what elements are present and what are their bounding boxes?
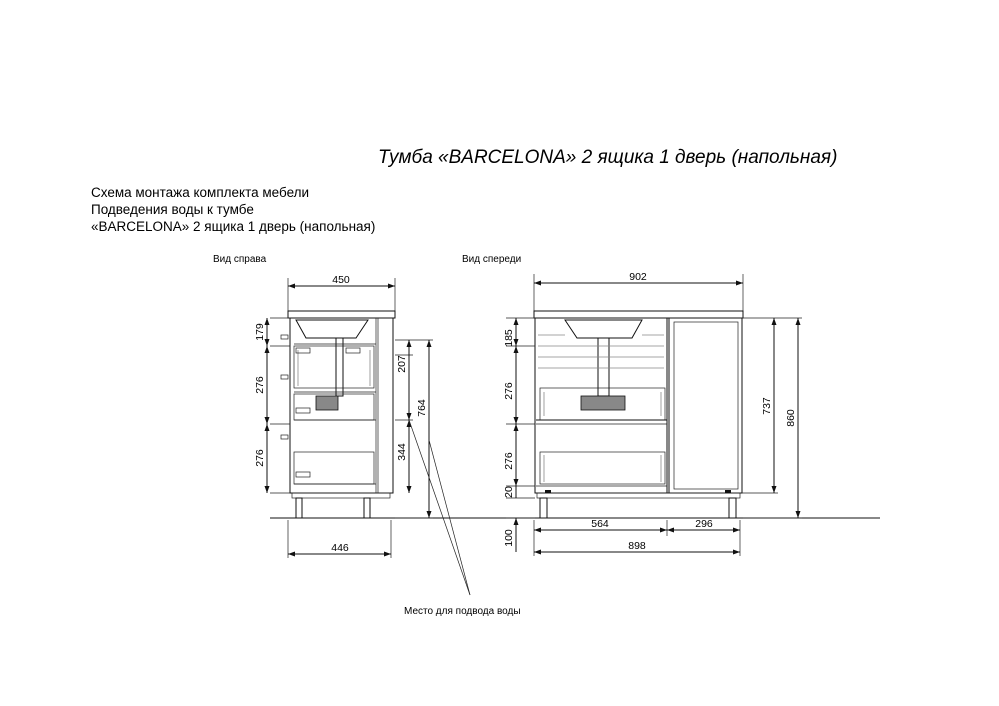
front-view-label: Вид спереди [462, 254, 522, 265]
side-height-3: 276 [254, 449, 266, 467]
subtitle-line-2: Подведения воды к тумбе [91, 202, 254, 217]
front-siphon [598, 338, 609, 396]
handle-icon [281, 335, 288, 339]
side-height-1: 179 [254, 323, 266, 341]
side-view-label: Вид справа [213, 254, 267, 265]
handle-icon [281, 435, 288, 439]
side-pipe-bottom: 344 [396, 443, 408, 461]
front-leg-right [729, 498, 736, 518]
front-leg-left [540, 498, 547, 518]
front-drawer-2 [540, 452, 665, 484]
side-pipe-top: 207 [396, 355, 408, 373]
side-worktop [288, 311, 395, 318]
handle-icon [281, 375, 288, 379]
side-drain-box [316, 396, 338, 410]
front-height-1: 185 [503, 329, 515, 347]
side-leg-back [364, 498, 370, 518]
front-total-height: 860 [785, 409, 797, 427]
subtitle-line-1: Схема монтажа комплекта мебели [91, 185, 310, 200]
side-leg-front [296, 498, 302, 518]
front-view [462, 254, 802, 556]
front-gap: 20 [503, 486, 515, 498]
side-height-2: 276 [254, 376, 266, 394]
front-height-2: 276 [503, 382, 515, 400]
front-leg-height: 100 [503, 529, 515, 547]
front-height-3: 276 [503, 452, 515, 470]
front-drain-box [581, 396, 625, 410]
front-worktop [534, 311, 743, 318]
subtitle-line-3: «BARCELONA» 2 ящика 1 дверь (напольная) [91, 219, 376, 234]
front-basin [565, 320, 642, 338]
side-top-width: 450 [332, 274, 350, 286]
front-top-width: 902 [629, 271, 647, 283]
front-left-part: 564 [591, 518, 609, 530]
front-bottom-width: 898 [628, 540, 646, 552]
side-basin [296, 320, 368, 338]
front-cabinet-body [535, 318, 742, 493]
front-door [674, 322, 738, 489]
side-pipe-total: 764 [416, 399, 428, 417]
front-right-part: 296 [695, 518, 713, 530]
side-bottom-width: 446 [331, 542, 349, 554]
drawing-title: Тумба «BARCELONA» 2 ящика 1 дверь (напольная) [378, 147, 838, 168]
water-supply-label: Место для подвода воды [404, 606, 521, 617]
side-view [213, 254, 433, 558]
side-siphon [336, 338, 343, 396]
front-body-height: 737 [761, 397, 773, 415]
